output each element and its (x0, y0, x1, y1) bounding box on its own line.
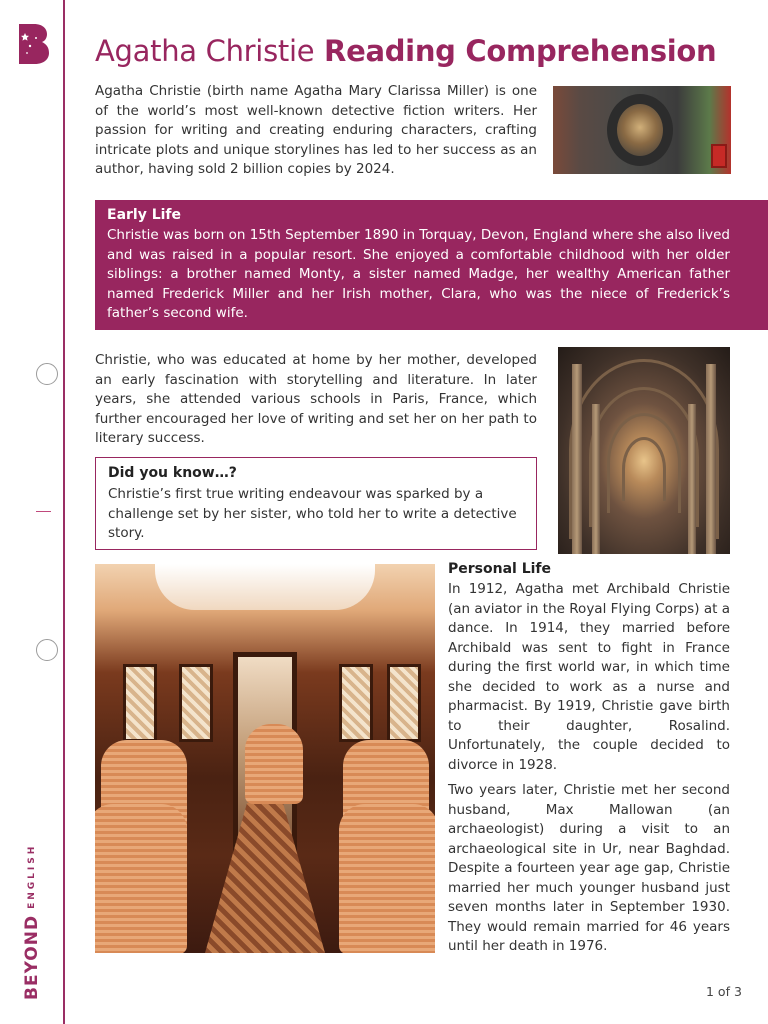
did-you-know-heading: Did you know…? (108, 465, 237, 481)
fold-mark (36, 511, 51, 512)
margin-rule (63, 0, 65, 1024)
early-life-text: Christie was born on 15th September 1890 in Torquay, Devon, England where she also lived and was raised in a popular resort. She enjoyed a comfortable childhood with her older siblings: a brother named Monty, a sister named Madge, her wealthy American father named Frederick Miller and her Irish mother, Clara, who was the niece of Frederick’s father’s second wife. (107, 227, 730, 321)
early-life-heading: Early Life (107, 207, 182, 223)
page-indicator: 1 of 3 (706, 984, 742, 999)
early-life-box (95, 200, 768, 330)
christie-memorial-photo (553, 86, 731, 174)
did-you-know-box (95, 457, 537, 550)
did-you-know-text: Christie’s first true writing endeavour was sparked by a challenge set by her sister, who told her to write a detective story. (108, 486, 517, 541)
train-carriage-photo (95, 564, 435, 953)
side-brand (22, 844, 42, 1000)
personal-life-paragraph: In 1912, Agatha met Archibald Christie (an aviator in the Royal Flying Corps) at a dance. In 1914, they married before Archibald was sent to fight in France during the first world war, in which time she decided to work as a nurse and pharmacist. By 1919, Christie gave birth to their daughter, Rosalind. Unfortunately, the couple decided to divorce in 1928. (448, 581, 730, 773)
beyond-english-logo (16, 24, 49, 64)
personal-life-heading: Personal Life (448, 561, 552, 577)
binder-hole-icon (36, 639, 58, 661)
binder-hole-icon (36, 363, 58, 385)
side-brand-word: ENGLISH (27, 843, 37, 909)
page-title (95, 34, 716, 68)
corridor-photo (558, 347, 730, 554)
personal-life-paragraph: Two years later, Christie met her second husband, Max Mallowan (an archaeologist) during a visit to an archaeological site in Ur, near Baghdad. Despite a fourteen year age gap, Christie married her much younger husband just seven months later in September 1930. They would remain married for 46 years until her death in 1976. (448, 782, 730, 954)
education-paragraph: Christie, who was educated at home by her mother, developed an early fascination with storytelling and literature. In later years, she attended various schools in Paris, France, which further encouraged her love of writing and set her on her path to literary success. (95, 352, 537, 446)
page-title-name: Agatha Christie (95, 34, 315, 68)
page-title-subject: Reading Comprehension (324, 34, 717, 68)
side-brand-word: BEYOND (22, 914, 42, 1000)
intro-paragraph: Agatha Christie (birth name Agatha Mary Clarissa Miller) is one of the world’s most well-known detective fiction writers. Her passion for writing and creating enduring characters, crafting intricate plots and unique storylines has led to her success as an author, having sold 2 billion copies by 2024. (95, 83, 537, 177)
